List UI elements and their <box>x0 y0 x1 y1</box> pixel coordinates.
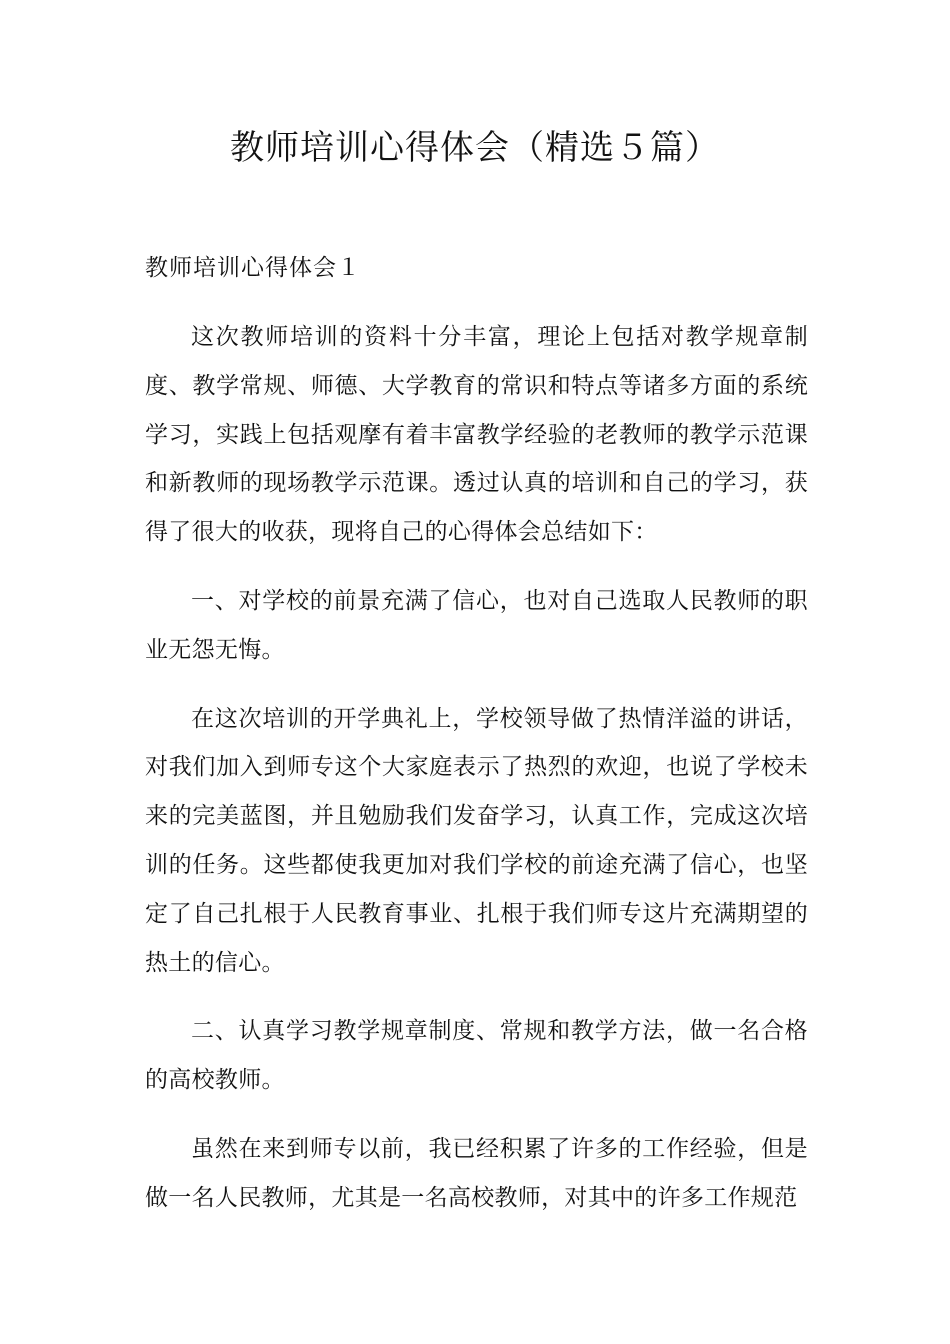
paragraph-point-one-detail: 在这次培训的开学典礼上，学校领导做了热情洋溢的讲话，对我们加入到师专这个大家庭表示了热烈的欢迎，也说了学校未来的完美蓝图，并且勉励我们发奋学习，认真工作，完成这次培训的任务。这些都使我更加对我们学校的前途充满了信心，也坚定了自己扎根于人民教育事业、扎根于我们师专这片充满期望的热土的信心。 <box>145 705 808 976</box>
paragraph-point-two-detail: 虽然在来到师专以前，我已经积累了许多的工作经验，但是做一名人民教师，尤其是一名高校教师，对其中的许多工作规范 <box>145 1135 808 1211</box>
section-heading: 教师培训心得体会１ <box>145 255 361 281</box>
paragraph-point-one: 一、对学校的前景充满了信心，也对自己选取人民教师的职业无怨无悔。 <box>145 587 808 663</box>
document-body <box>145 313 808 1243</box>
document-title: 教师培训心得体会（精选５篇） <box>230 128 720 168</box>
paragraph-intro: 这次教师培训的资料十分丰富，理论上包括对教学规章制度、教学常规、师德、大学教育的常识和特点等诸多方面的系统学习，实践上包括观摩有着丰富教学经验的老教师的教学示范课和新教师的现场教学示范课。透过认真的培训和自己的学习，获得了很大的收获，现将自己的心得体会总结如下： <box>145 324 808 546</box>
paragraph-point-two: 二、认真学习教学规章制度、常规和教学方法，做一名合格的高校教师。 <box>145 1018 808 1094</box>
